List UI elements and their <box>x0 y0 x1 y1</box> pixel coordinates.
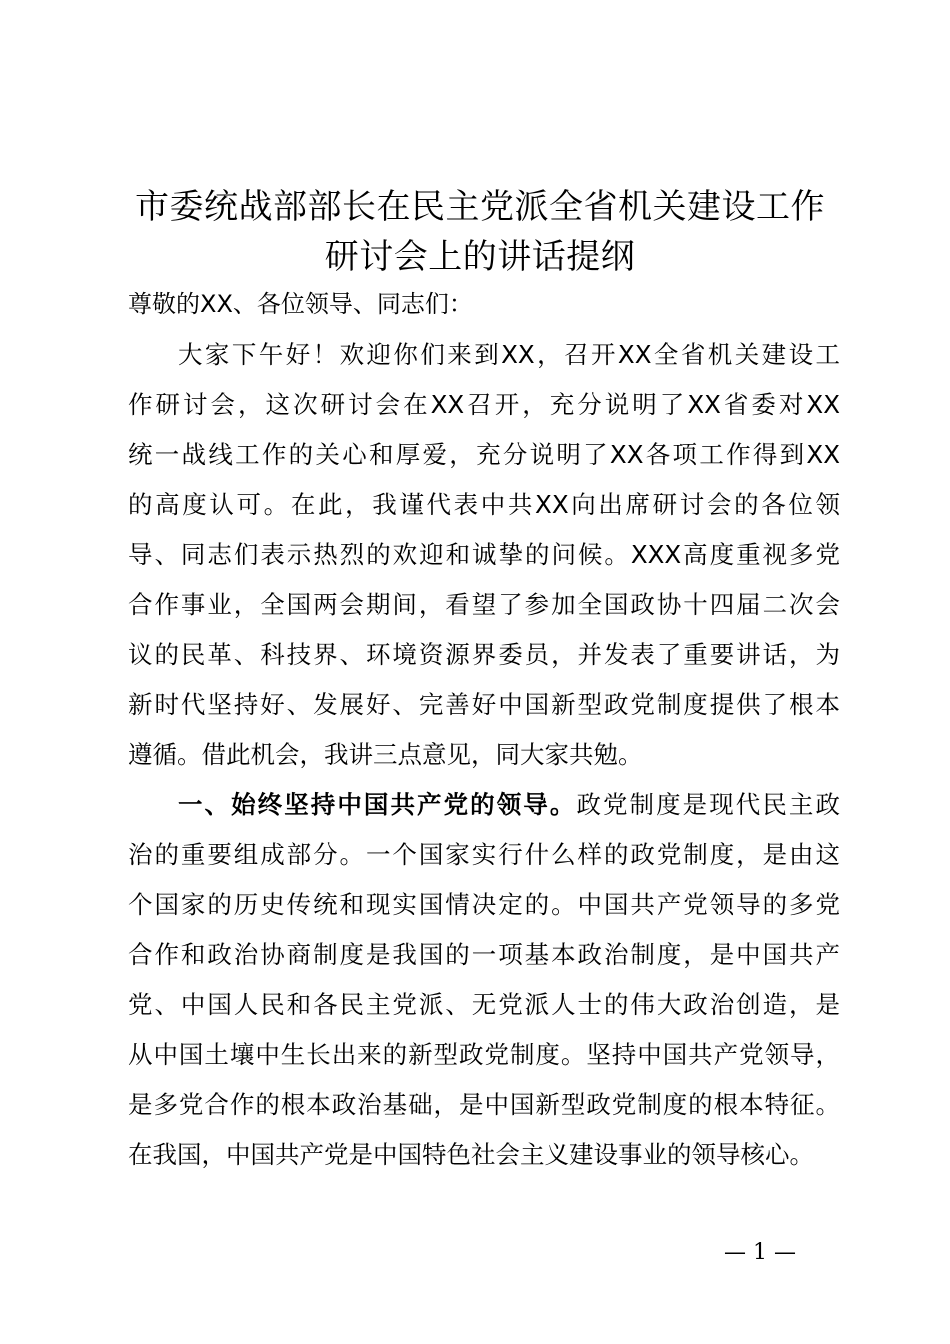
paragraph-line: 遵循。借此机会，我讲三点意见，同大家共勉。 <box>128 740 643 769</box>
paragraph-line: 大家下午好！欢迎你们来到XX，召开XX全省机关建设工 <box>178 340 840 369</box>
paragraph-text: 政党制度是现代民主政 <box>576 790 840 819</box>
paragraph-line: 党、中国人民和各民主党派、无党派人士的伟大政治创造，是 <box>128 990 840 1019</box>
document-title-line-1: 市委统战部部长在民主党派全省机关建设工作 <box>135 187 825 227</box>
document-title-line-2: 研讨会上的讲话提纲 <box>324 237 636 277</box>
salutation: 尊敬的XX、各位领导、同志们： <box>128 290 473 318</box>
paragraph-line: 个国家的历史传统和现实国情决定的。中国共产党领导的多党 <box>128 890 840 919</box>
paragraph-line: 的高度认可。在此，我谨代表中共XX向出席研讨会的各位领 <box>128 490 840 519</box>
paragraph-1 <box>128 330 840 780</box>
paragraph-2 <box>128 780 840 1180</box>
paragraph-line: 是多党合作的根本政治基础，是中国新型政党制度的根本特征。 <box>128 1090 840 1119</box>
paragraph-line: 治的重要组成部分。一个国家实行什么样的政党制度，是由这 <box>128 840 840 869</box>
section-heading: 一、始终坚持中国共产党的领导。 <box>178 790 577 819</box>
paragraph-line: 从中国土壤中生长出来的新型政党制度。坚持中国共产党领导， <box>128 1040 840 1069</box>
paragraph-line: 合作和政治协商制度是我国的一项基本政治制度，是中国共产 <box>128 940 840 969</box>
paragraph-line: 作研讨会，这次研讨会在XX召开，充分说明了XX省委对XX <box>128 390 840 419</box>
paragraph-line: 合作事业，全国两会期间，看望了参加全国政协十四届二次会 <box>128 590 840 619</box>
paragraph-line: 新时代坚持好、发展好、完善好中国新型政党制度提供了根本 <box>128 690 840 719</box>
paragraph-line: 统一战线工作的关心和厚爱，充分说明了XX各项工作得到XX <box>128 440 840 469</box>
paragraph-line: 在我国，中国共产党是中国特色社会主义建设事业的领导核心。 <box>128 1140 814 1169</box>
paragraph-line: 导、同志们表示热烈的欢迎和诚挚的问候。XXX高度重视多党 <box>128 540 840 569</box>
paragraph-line <box>128 780 840 830</box>
paragraph-line: 议的民革、科技界、环境资源界委员，并发表了重要讲话，为 <box>128 640 840 669</box>
page-number: — 1 — <box>724 1240 796 1265</box>
